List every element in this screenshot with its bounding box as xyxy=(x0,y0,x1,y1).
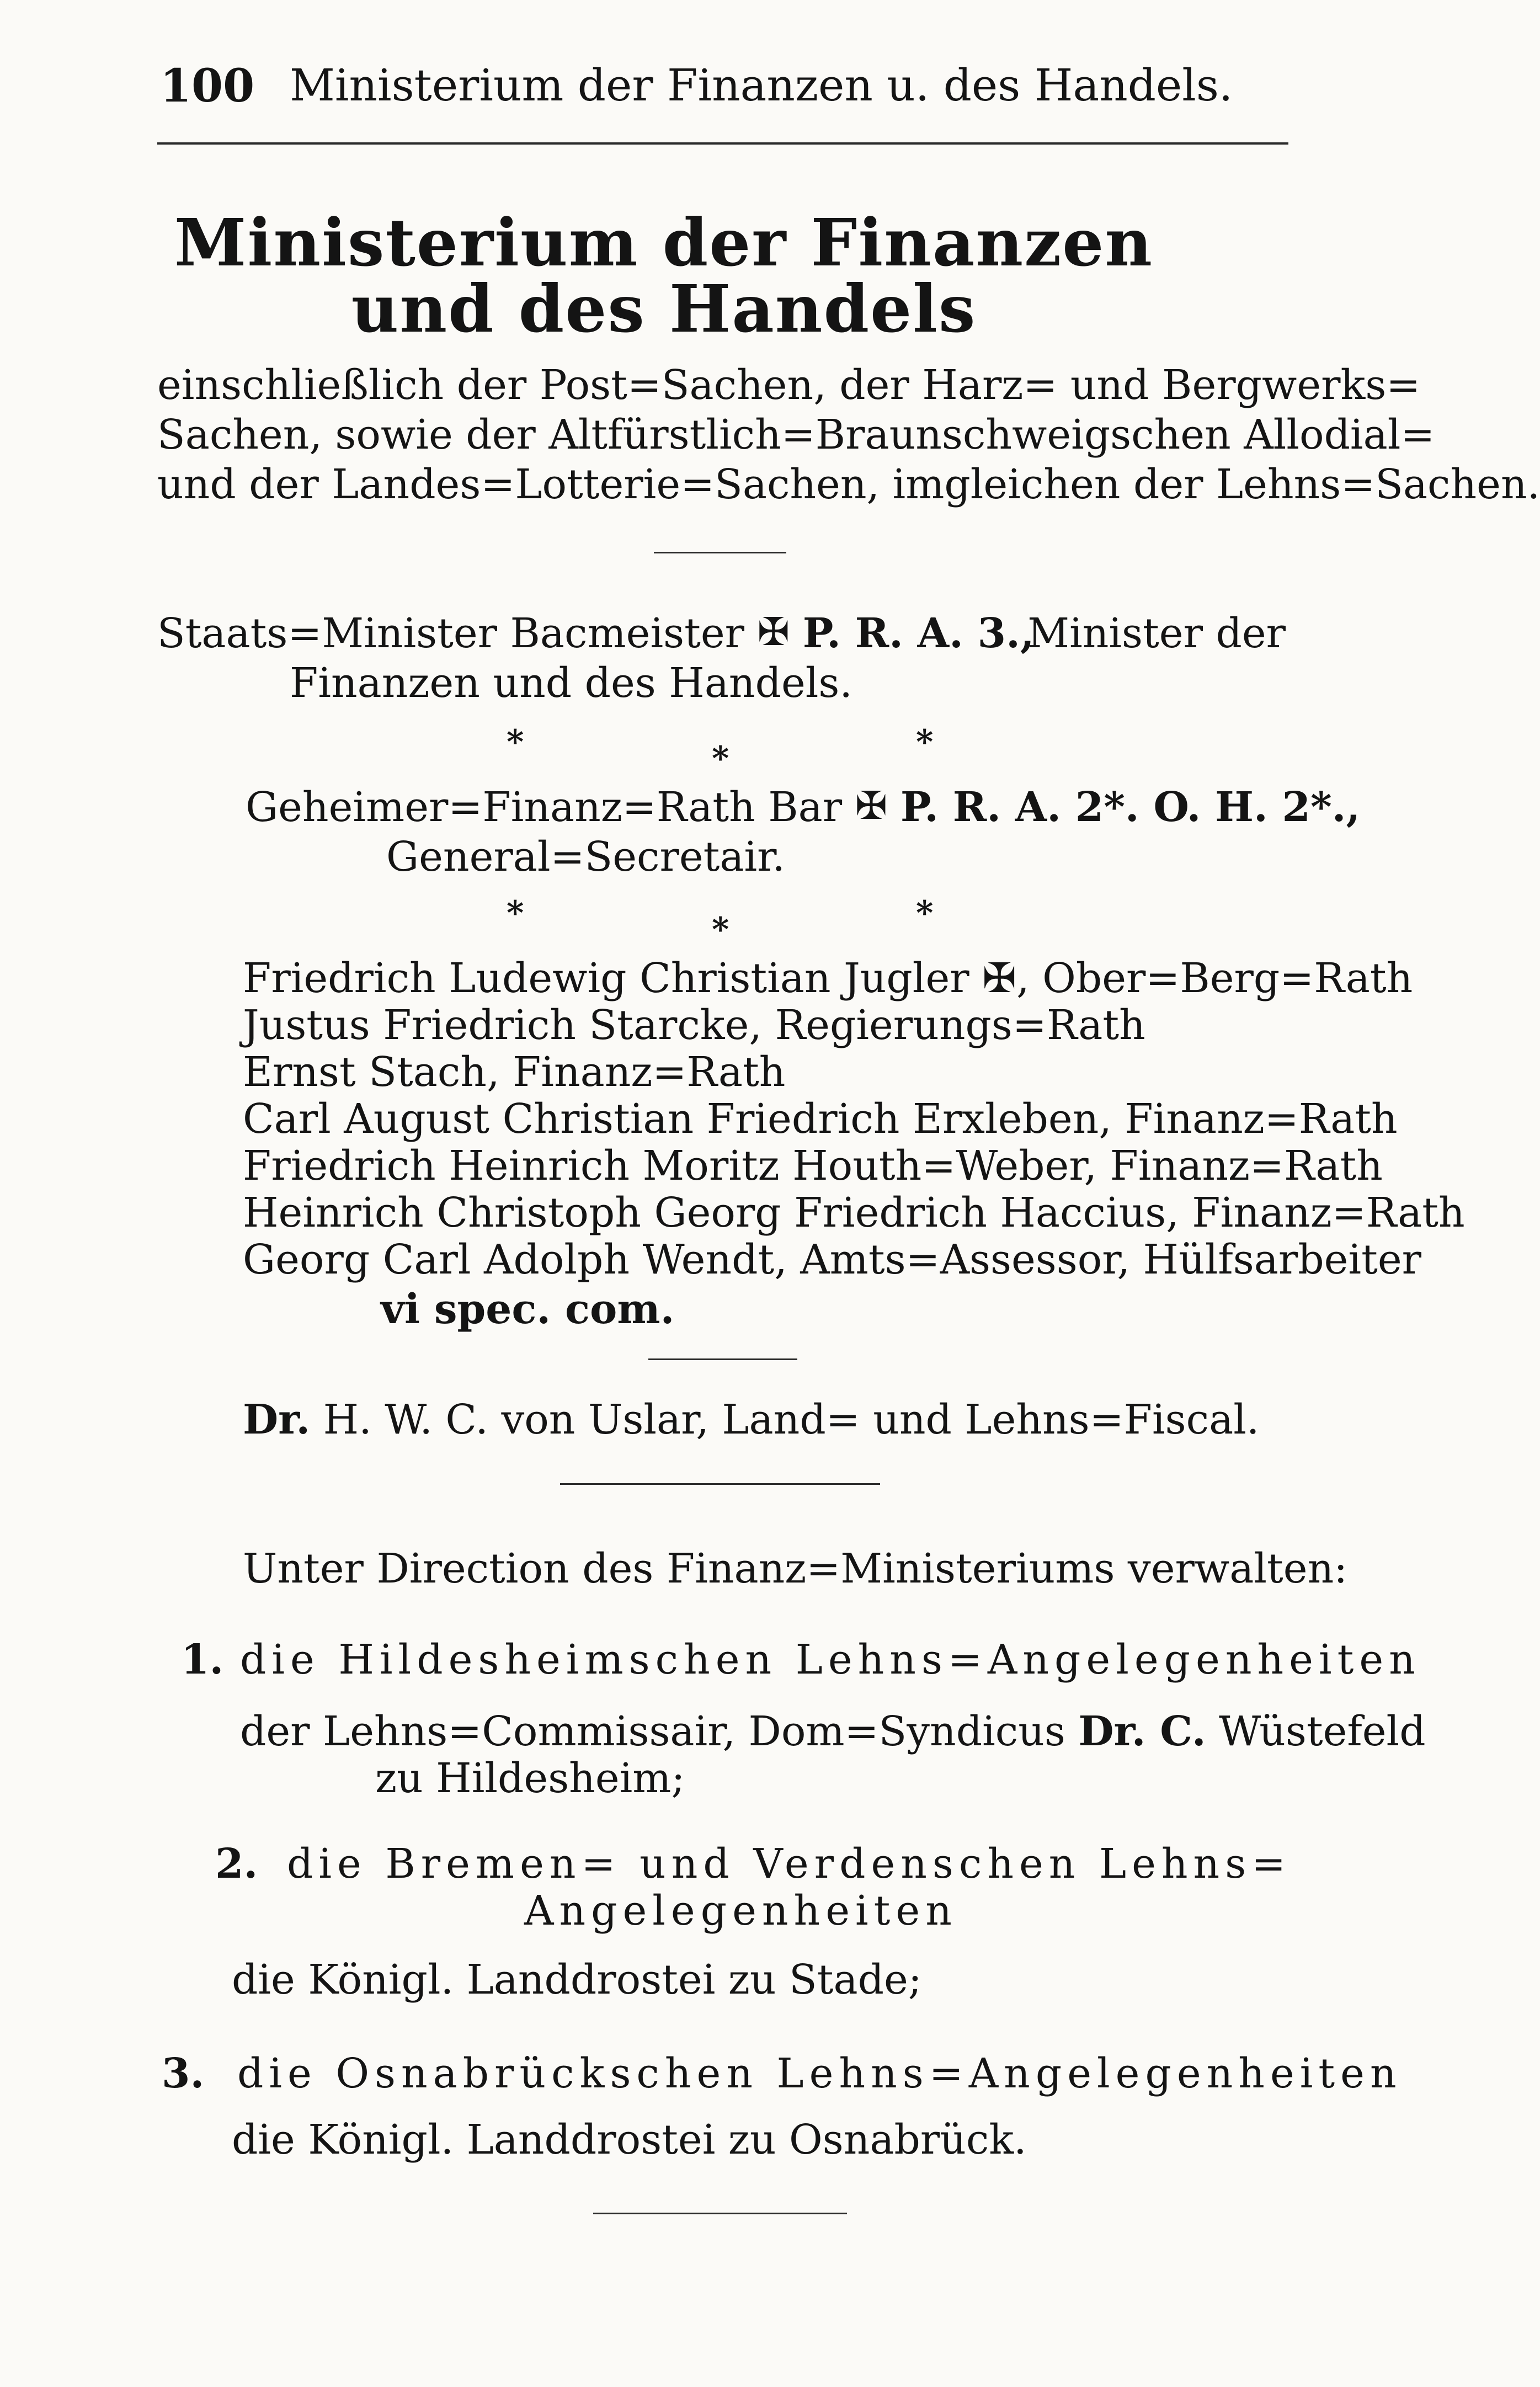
item-heading: die Osnabrückschen Lehns=Angelegenheiten xyxy=(237,2050,1402,2097)
separator-star: * xyxy=(712,910,729,949)
item-number: 1. xyxy=(181,1636,224,1683)
staff-note: vi spec. com. xyxy=(381,1286,675,1333)
subtitle-line-2: Sachen, sowie der Altfürstlich=Braunschweigschen Allodial= xyxy=(157,411,1435,459)
divider-2 xyxy=(648,1358,797,1360)
subtitle-line-1: einschließlich der Post=Sachen, der Harz= und Bergwerks= xyxy=(157,361,1421,409)
minister-order: P. R. A. 3., xyxy=(802,610,1035,657)
secretary-orders: P. R. A. 2*. O. H. 2*., xyxy=(900,784,1361,831)
item-body: die Königl. Landdrostei zu Stade; xyxy=(232,1956,922,2004)
divider-4 xyxy=(593,2213,847,2214)
secretary-line-2: General=Secretair. xyxy=(386,833,785,881)
item-heading-line-1: die Bremen= und Verdenschen Lehns= xyxy=(287,1840,1292,1888)
item-body: die Königl. Landdrostei zu Osnabrück. xyxy=(232,2116,1027,2164)
divider-3 xyxy=(560,1483,880,1485)
item-body-title: Dr. C. xyxy=(1078,1708,1206,1755)
minister-name: Staats=Minister Bacmeister xyxy=(157,610,745,657)
item-body-line-2: zu Hildesheim; xyxy=(375,1755,685,1802)
staff-entry: Georg Carl Adolph Wendt, Amts=Assessor, Hülfsarbeiter xyxy=(243,1236,1421,1283)
item-number: 3. xyxy=(162,2050,205,2097)
separator-star: * xyxy=(916,723,934,761)
staff-entry: Friedrich Heinrich Moritz Houth=Weber, Finanz=Rath xyxy=(243,1142,1383,1190)
minister-line-1 xyxy=(157,610,1286,657)
item-body-line-1 xyxy=(240,1708,1426,1755)
subtitle-line-3: und der Landes=Lotterie=Sachen, imgleichen der Lehns=Sachen. xyxy=(157,461,1540,508)
item-number: 2. xyxy=(215,1840,258,1888)
section-title-line1: Ministerium der Finanzen xyxy=(174,204,1154,281)
header-rule xyxy=(157,142,1288,145)
staff-entry: Ernst Stach, Finanz=Rath xyxy=(243,1048,786,1096)
staff-entry: Friedrich Ludewig Christian Jugler ✠, Ober=Berg=Rath xyxy=(243,955,1413,1002)
separator-star: * xyxy=(507,894,524,933)
separator-star: * xyxy=(712,739,729,778)
separator-star: * xyxy=(916,894,934,933)
staff-entry: Heinrich Christoph Georg Friedrich Haccius, Finanz=Rath xyxy=(243,1189,1465,1237)
fiscal-prefix: Dr. xyxy=(243,1396,311,1443)
item-body-name: Wüstefeld xyxy=(1219,1708,1426,1755)
fiscal-text: H. W. C. von Uslar, Land= und Lehns=Fiscal. xyxy=(323,1396,1260,1443)
minister-role: Minister der xyxy=(1027,610,1286,657)
fiscal-line xyxy=(243,1396,1259,1443)
page-number: 100 xyxy=(160,60,255,113)
direction-intro: Unter Direction des Finanz=Ministeriums verwalten: xyxy=(243,1545,1348,1592)
separator-star: * xyxy=(507,723,524,761)
divider-1 xyxy=(654,552,786,553)
section-title-line2: und des Handels xyxy=(351,270,977,347)
item-heading: die Hildesheimschen Lehns=Angelegenheiten xyxy=(240,1636,1421,1683)
secretary-name: Geheimer=Finanz=Rath Bar xyxy=(246,784,843,831)
minister-line-2: Finanzen und des Handels. xyxy=(290,659,852,707)
staff-entry: Carl August Christian Friedrich Erxleben, Finanz=Rath xyxy=(243,1095,1398,1143)
staff-entry: Justus Friedrich Starcke, Regierungs=Rath xyxy=(243,1001,1145,1049)
item-heading-line-2: Angelegenheiten xyxy=(524,1887,957,1935)
secretary-line-1 xyxy=(246,784,1360,831)
order-cross-icon: ✠ xyxy=(757,609,790,654)
order-cross-icon: ✠ xyxy=(855,783,888,828)
item-body-text: der Lehns=Commissair, Dom=Syndicus xyxy=(240,1708,1065,1755)
running-title: Ministerium der Finanzen u. des Handels. xyxy=(290,60,1233,111)
